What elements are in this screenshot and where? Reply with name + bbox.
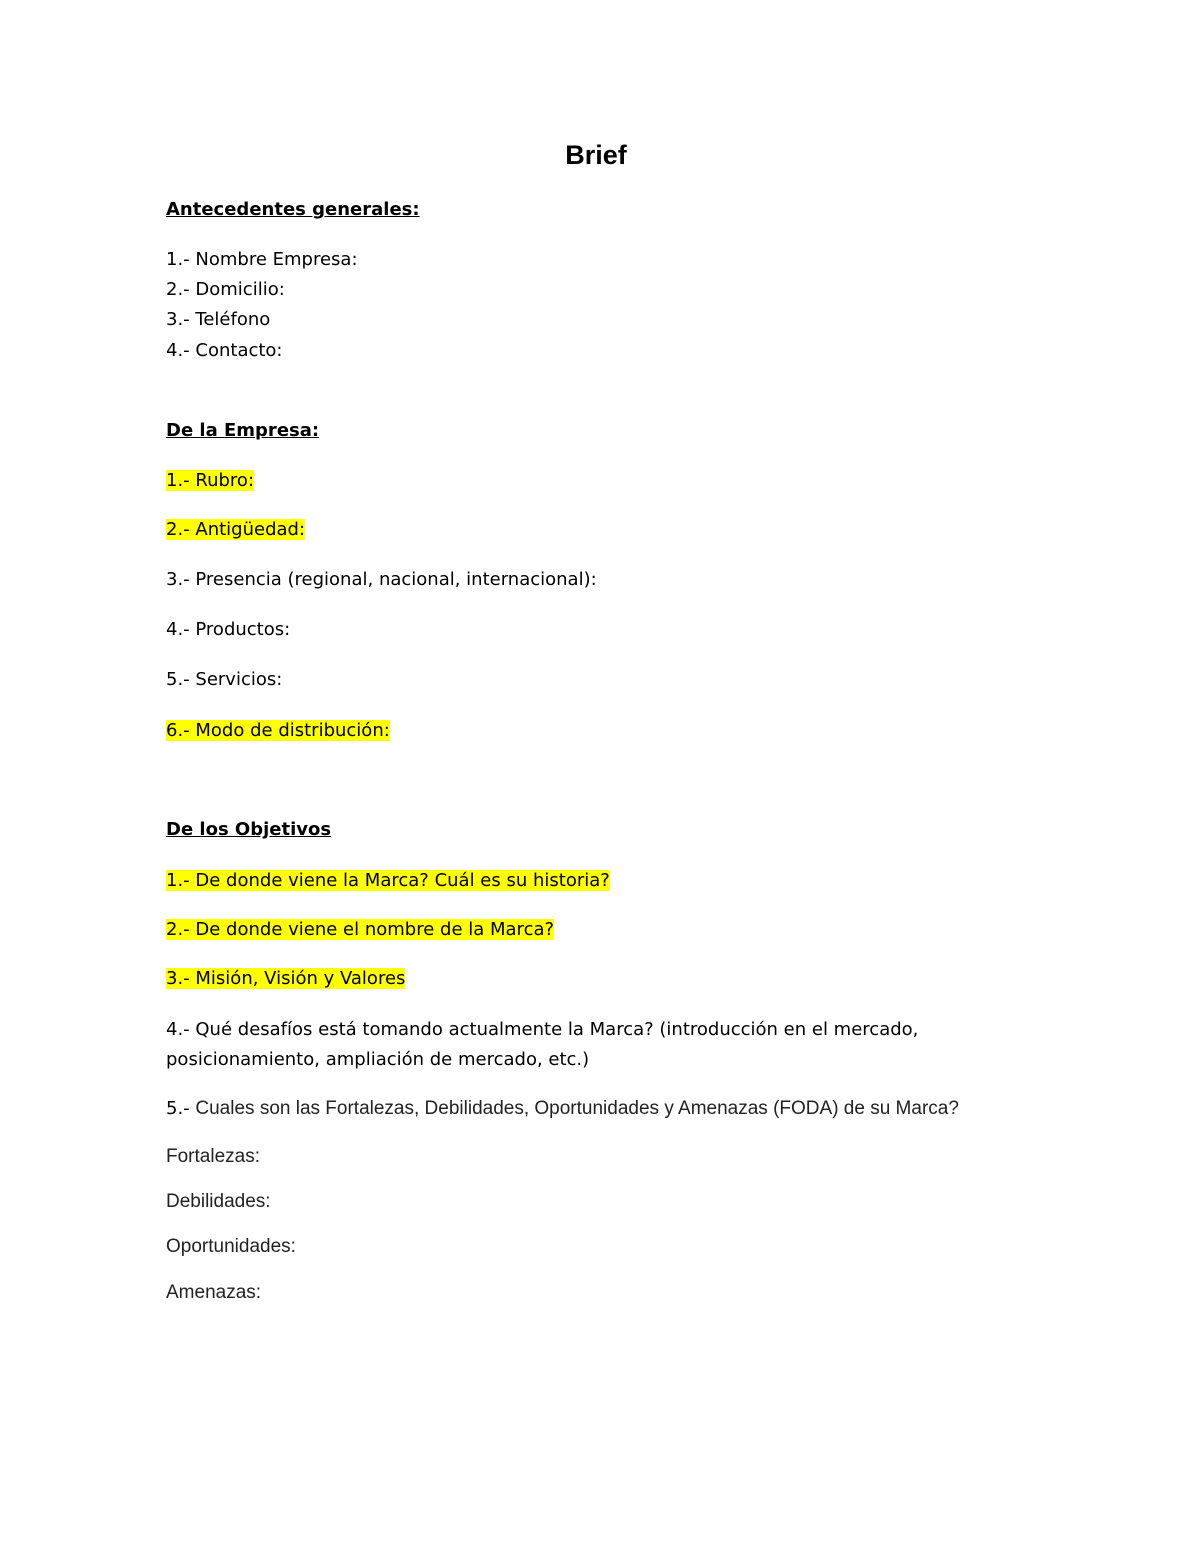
highlight-antiguedad: 2.- Antigüedad: [166,519,306,540]
list-item-highlighted [166,518,305,542]
section-heading-objetivos: De los Objetivos [166,819,332,840]
list-item-highlighted [166,719,390,743]
list-item-highlighted [166,918,554,942]
list-item: 3.- Teléfono [166,309,271,330]
document-title: Brief [565,140,627,170]
list-item: 4.- Productos: [166,619,291,640]
list-item-highlighted [166,469,254,493]
foda-fortalezas: Fortalezas: [166,1146,260,1167]
highlight-historia: 1.- De donde viene la Marca? Cuál es su historia? [166,870,610,891]
list-item: 4.- Contacto: [166,340,283,361]
list-item-highlighted [166,967,405,991]
list-item-continuation: posicionamiento, ampliación de mercado, etc.) [166,1049,590,1070]
list-item: 2.- Domicilio: [166,279,285,300]
foda-question-text: Cuales son las Fortalezas, Debilidades, Oportunidades y Amenazas (FODA) de su Marca? [195,1098,959,1119]
list-item: 5.- Servicios: [166,669,283,690]
foda-amenazas: Amenazas: [166,1282,262,1303]
foda-question [166,1097,959,1121]
highlight-rubro: 1.- Rubro: [166,470,255,491]
foda-oportunidades: Oportunidades: [166,1236,296,1257]
list-item: 1.- Nombre Empresa: [166,249,358,270]
list-item-highlighted [166,869,610,893]
section-heading-antecedentes: Antecedentes generales: [166,199,420,220]
highlight-mision: 3.- Misión, Visión y Valores [166,968,406,989]
foda-prefix: 5.- [166,1098,196,1119]
highlight-distribucion: 6.- Modo de distribución: [166,720,390,741]
list-item: 3.- Presencia (regional, nacional, internacional): [166,569,597,590]
foda-debilidades: Debilidades: [166,1191,271,1212]
highlight-nombre-marca: 2.- De donde viene el nombre de la Marca? [166,919,555,940]
list-item: 4.- Qué desafíos está tomando actualmente la Marca? (introducción en el mercado, [166,1019,919,1040]
section-heading-empresa: De la Empresa: [166,420,320,441]
